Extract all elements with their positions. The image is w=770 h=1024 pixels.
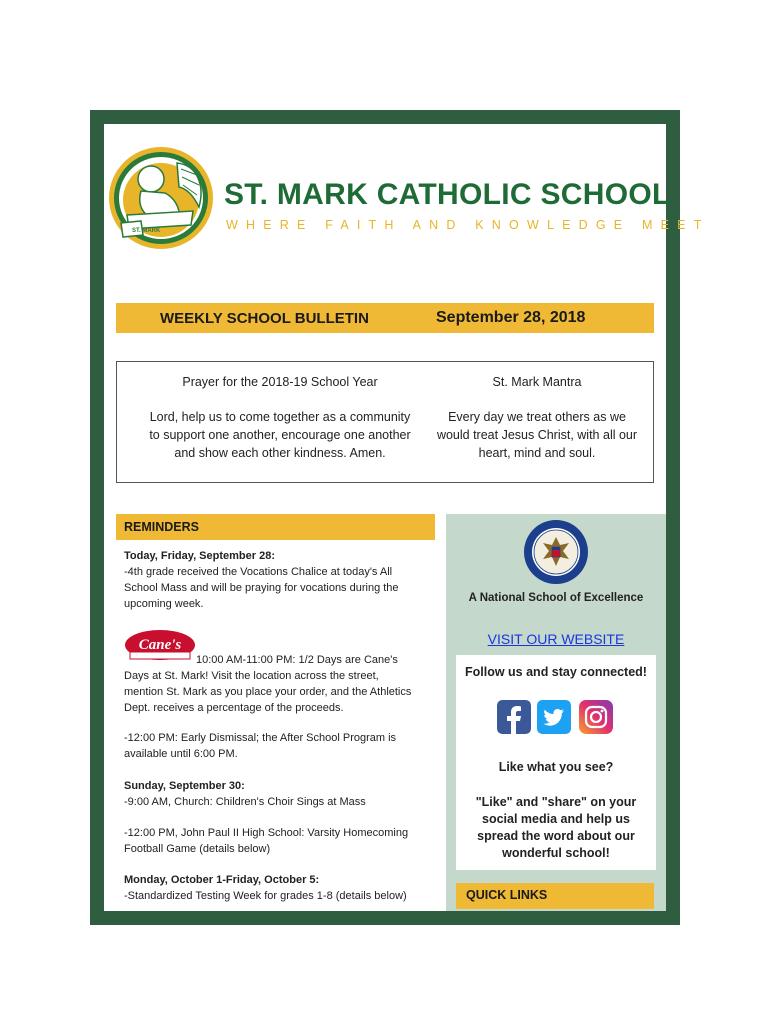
reminder-heading: Monday, October 1-Friday, October 5: [124, 874, 320, 886]
award-label: A National School of Excellence [468, 592, 644, 604]
school-name: ST. MARK CATHOLIC SCHOOL [224, 178, 671, 211]
prayer-line: Lord, help us to come together as a community [149, 410, 411, 424]
national-school-seal-icon [523, 519, 589, 585]
visit-website-link[interactable]: VISIT OUR WEBSITE [487, 631, 625, 647]
mantra-line: Every day we treat others as we [448, 410, 626, 424]
prayer-text [130, 408, 430, 462]
prayer-line: to support one another, encourage one another [149, 428, 411, 442]
follow-title: Follow us and stay connected! [465, 665, 647, 679]
reminder-text: -Standardized Testing Week for grades 1-8 (details below) [124, 890, 407, 902]
reminder-today [124, 548, 424, 612]
reminder-heading: Sunday, September 30: [124, 780, 245, 792]
school-tagline: WHERE FAITH AND KNOWLEDGE MEET [226, 218, 710, 232]
instagram-icon[interactable] [579, 700, 613, 734]
logo-text: ST. MARK [132, 228, 161, 234]
reminder-homecoming: -12:00 PM, John Paul II High School: Varsity Homecoming Football Game (details below) [124, 827, 409, 855]
reminder-dismissal: -12:00 PM: Early Dismissal; the After School Program is available until 6:00 PM. [124, 732, 397, 760]
quick-links-title[interactable]: QUICK LINKS [466, 888, 548, 902]
prayer-line: and show each other kindness. Amen. [174, 446, 386, 460]
reminders-title: REMINDERS [124, 520, 200, 534]
canes-logo-text: Cane's [138, 637, 182, 653]
like-text: "Like" and "share" on your social media and help us spread the word about our wonderful school! [475, 795, 637, 860]
mantra-text [432, 408, 642, 462]
reminder-canes-text: Days at St. Mark! Visit the location across the street, mention St. Mark as you place your order, and the Athletics Dept. receives a percentage of the proceeds. [124, 670, 412, 714]
prayer-title: Prayer for the 2018-19 School Year [182, 375, 378, 389]
canes-logo [124, 628, 196, 662]
mantra-line: heart, mind and soul. [478, 446, 596, 460]
reminder-canes-line1: 10:00 AM-11:00 PM: 1/2 Days are Cane's [196, 654, 398, 666]
mantra-line: would treat Jesus Christ, with all our [436, 428, 638, 442]
school-logo [107, 145, 215, 251]
reminder-monday [124, 872, 424, 904]
reminder-text: -4th grade received the Vocations Chalice at today's All School Mass and will be praying for vocations during the upcoming week. [124, 566, 399, 610]
twitter-icon[interactable] [537, 700, 571, 734]
mantra-title: St. Mark Mantra [492, 375, 582, 389]
bulletin-date: September 28, 2018 [436, 309, 586, 326]
bulletin-title: WEEKLY SCHOOL BULLETIN [160, 310, 369, 327]
like-title: Like what you see? [498, 760, 614, 774]
reminder-text: -9:00 AM, Church: Children's Choir Sings at Mass [124, 796, 366, 808]
reminder-heading: Today, Friday, September 28: [124, 550, 275, 562]
facebook-icon[interactable] [497, 700, 531, 734]
reminder-sunday [124, 778, 424, 810]
